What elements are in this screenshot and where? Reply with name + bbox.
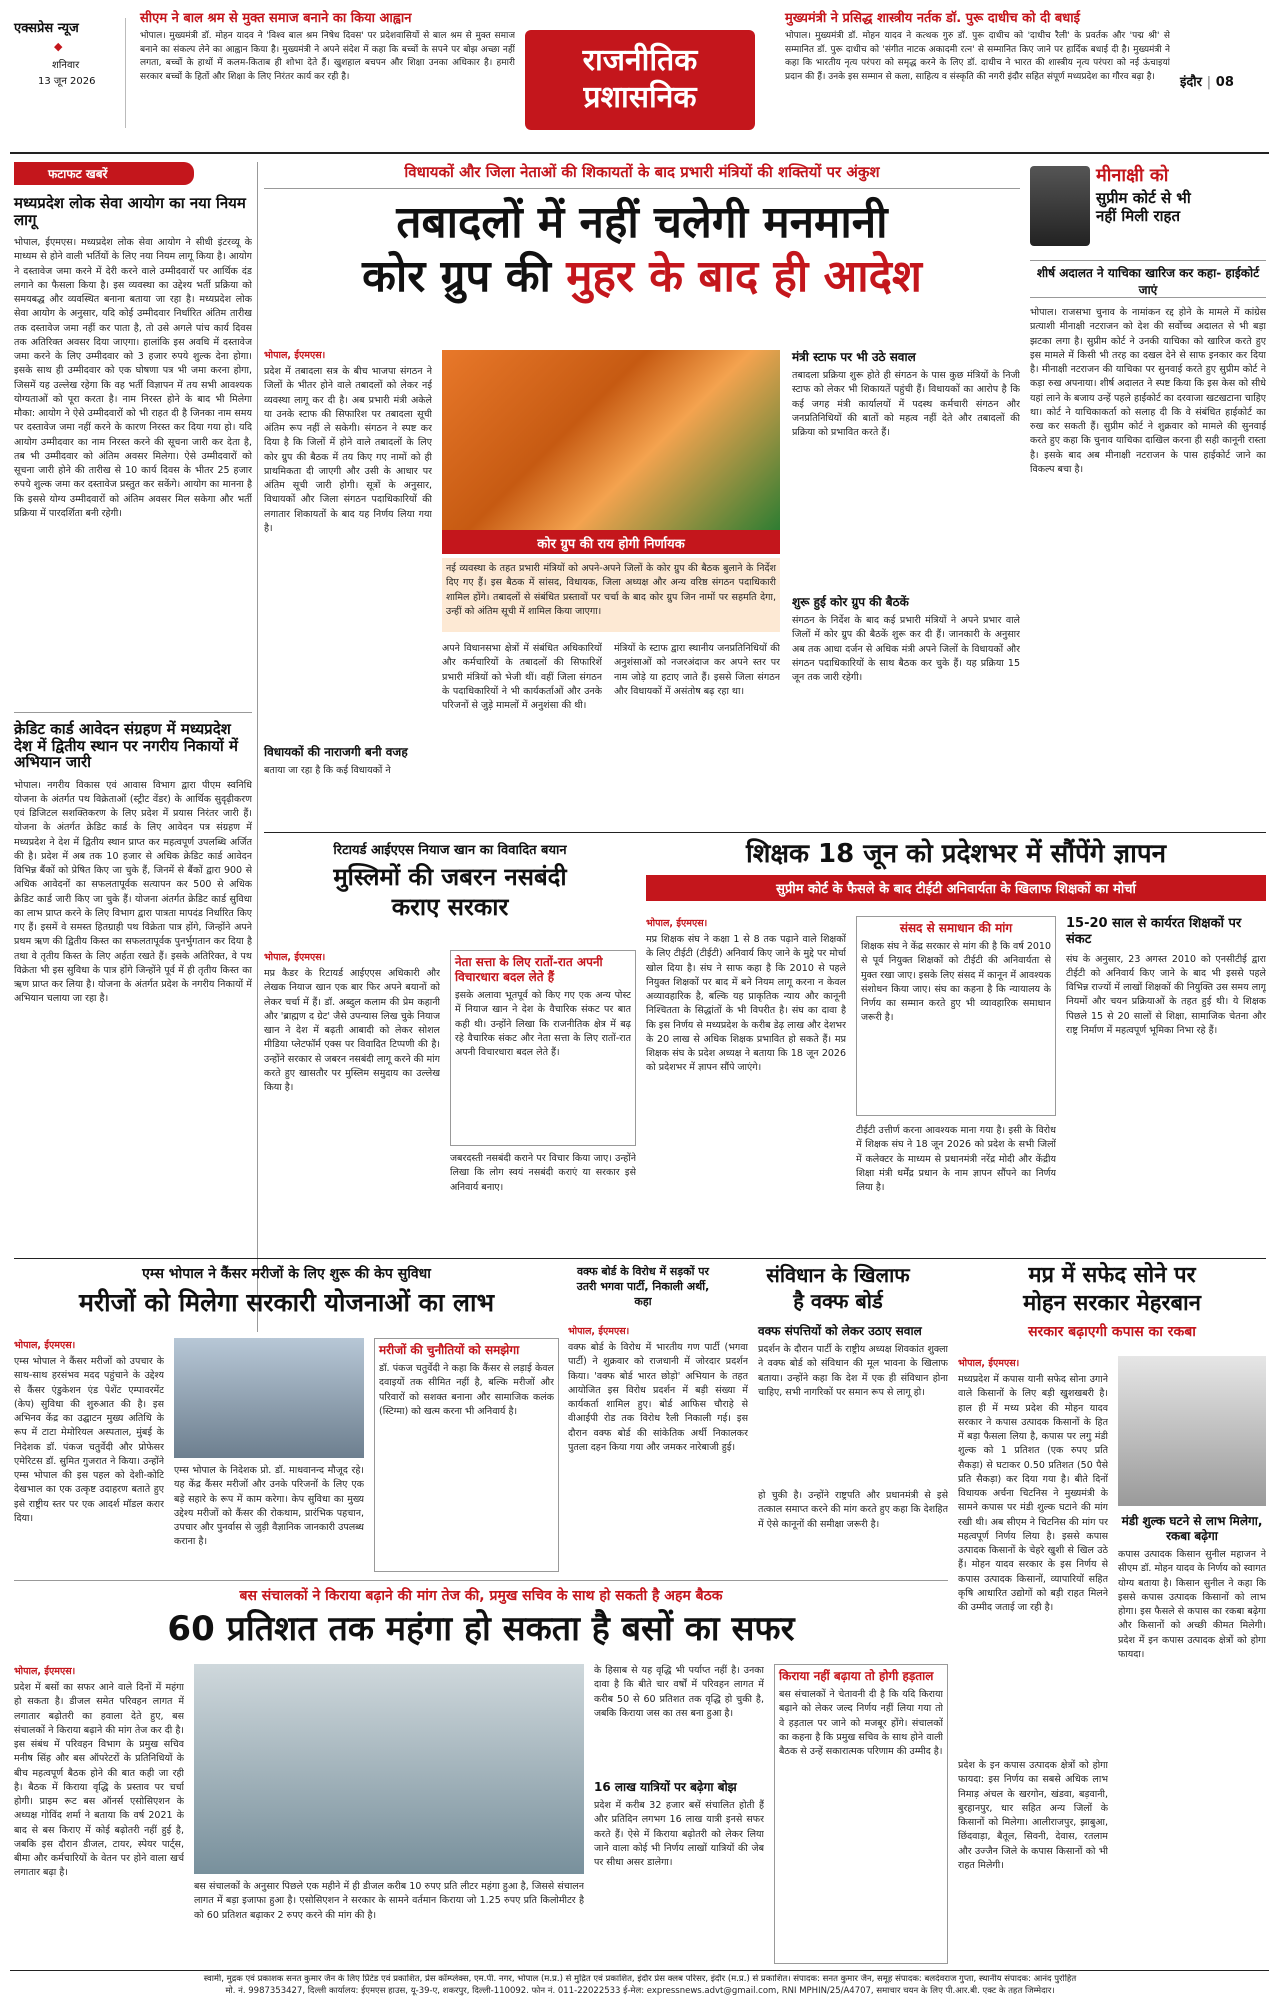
teachers-story — [646, 840, 1266, 1250]
sidebar — [14, 162, 252, 1332]
waqf-body: वक्फ बोर्ड के विरोध में भारतीय गण पार्टी (भगवा पार्टी) ने शुक्रवार को राजधानी में जोरदार प्रदर्शन किया। 'वक्फ बोर्ड भारत छोड़ो' अभियान के तहत आयोजित इस विरोध प्रदर्शन में बड़ी संख्या में कार्यकर्ता शामिल हुए। बोर्ड आफिस चौराहे से वीआईपी रोड तक विरोध रैली निकाली गई। इस दौरान वक्फ बोर्ड की सांकेतिक अर्थी निकालकर पुतला दहन किया गया और जमकर नारेबाजी हुई। — [568, 1342, 748, 1453]
sidebar-story1-title: मध्यप्रदेश लोक सेवा आयोग का नया नियम लागू — [14, 194, 246, 229]
waqf-headline-2: है वक्फ बोर्ड — [793, 1289, 883, 1313]
row2-divider — [14, 1258, 1266, 1259]
lead-right-col1-body: तबादला प्रक्रिया शुरू होते ही संगठन के पास कुछ मंत्रियों के निजी स्टाफ को लेकर भी शिकायतें पहुंची हैं। विधायकों का आरोप है कि कई जगह मंत्री कार्यालयों में पदस्थ कर्मचारी संगठन और जनप्रतिनिधियों की बातों को महत्व नहीं देते और तबादलों की प्रक्रिया को प्रभावित करते हैं। — [792, 370, 1020, 438]
lead-photo-bjp-flags — [442, 350, 780, 530]
meenakshi-title-block — [1096, 166, 1266, 225]
khan-col1 — [264, 950, 440, 1240]
waqf-box-body: प्रदर्शन के दौरान पार्टी के राष्ट्रीय अध्यक्ष शिवकांत शुक्ला ने वक्फ बोर्ड को संविधान की मूल भावना के खिलाफ बताया। उन्होंने कहा कि देश में एक ही संविधान होना चाहिए, सभी नागरिकों पर समान रूप से लागू हो। — [758, 1344, 948, 1398]
top-right-title: मुख्यमंत्री ने प्रसिद्ध शास्त्रीय नर्तक डॉ. पुरू दाधीच को दी बधाई — [785, 11, 1081, 26]
khan-box-body: इसके अलावा भूतपूर्व को किए गए एक अन्य पोस्ट में नियाज खान ने देश के वैचारिक संकट पर बात कही थी। उन्होंने लिखा कि राजनीतिक क्षेत्र में बढ़ रहे वैचारिक संकट और नेता सत्ता के लिए रातों-रात अपनी विचारधारा बदल लेते हैं। — [455, 990, 631, 1058]
teachers-headline: शिक्षक 18 जून को प्रदेशभर में सौंपेंगे ज्ञापन — [745, 839, 1167, 869]
lead-col1 — [264, 348, 432, 818]
bus-kicker: बस संचालकों ने किराया बढ़ाने की मांग तेज की, प्रमुख सचिव के साथ हो सकती है अहम बैठक — [239, 1588, 723, 1604]
waqf-box-title: वक्फ संपत्तियों को लेकर उठाए सवाल — [758, 1324, 922, 1338]
sidebar-label: फटाफट खबरें — [14, 162, 194, 185]
teachers-col1 — [646, 916, 846, 1240]
lead-col1b-body: बताया जा रहा है कि कई विधायकों ने — [264, 765, 391, 776]
cotton-box-title: मंडी शुल्क घटने से लाभ मिलेगा, रकबा बढ़ेगा — [1121, 1514, 1263, 1543]
teachers-byline: भोपाल, ईएमएस। — [646, 918, 708, 929]
waqf-kicker: वक्फ बोर्ड के विरोध में सड़कों पर उतरी भगवा पार्टी, निकाली अर्थी, कहा — [576, 1265, 710, 1308]
cotton-body-2: प्रदेश के इन कपास उत्पादक क्षेत्रों को होगा फायदा: इस निर्णय का सबसे अधिक लाभ निमाड़ अंचल के खरगोन, खंडवा, बड़वानी, बुरहानपुर, धार सहित अन्य जिलों के किसानों को मिलेगा। आलीराजपुर, झाबुआ, छिंदवाड़ा, बैतूल, सिवनी, देवास, रतलाम और उज्जैन जिले के कपास किसानों को भी राहत मिलेगी। — [958, 1760, 1108, 1871]
lead-photo-caption-bar: कोर ग्रुप की राय होगी निर्णायक — [442, 530, 780, 554]
bus-box-body: बस संचालकों ने चेतावनी दी है कि यदि किराया बढ़ाने को लेकर जल्द निर्णय नहीं लिया गया तो वे हड़ताल पर जाने को मजबूर होंगे। संचालकों का कहना है कि प्रमुख सचिव के साथ होने वाली बैठक से उन्हें सकारात्मक परिणाम की उम्मीद है। — [779, 1689, 943, 1757]
meenakshi-title-1: मीनाक्षी को — [1096, 165, 1169, 186]
lead-kicker: विधायकों और जिला नेताओं की शिकायतों के बाद प्रभारी मंत्रियों की शक्तियों पर अंकुश — [264, 162, 1020, 189]
lead-subhead-1: विधायकों की नाराजगी बनी वजह — [264, 745, 408, 759]
cotton-cm-photo — [1118, 1356, 1266, 1506]
brand-dots-icon: ◆ — [54, 40, 63, 53]
teachers-right — [1066, 916, 1266, 1240]
city-name: इंदौर — [1180, 75, 1202, 90]
teachers-deck: सुप्रीम कोर्ट के फैसले के बाद टीईटी अनिवार्यता के खिलाफ शिक्षकों का मोर्चा — [646, 875, 1266, 901]
issue-day: शनिवार — [52, 60, 80, 71]
sidebar-story2-title: क्रेडिट कार्ड आवेदन संग्रहण में मध्यप्रदेश देश में द्वितीय स्थान पर नगरीय निकायों में अभियान जारी — [14, 720, 238, 771]
top-left-body: भोपाल। मुख्यमंत्री डॉ. मोहन यादव ने 'विश्व बाल श्रम निषेध दिवस' पर प्रदेशवासियों से बाल श्रम से मुक्त समाज बनाने का संकल्प लेने का आह्वान किया है। मुख्यमंत्री ने अपने संदेश में कहा कि बच्चों के सपने पर बोझ अच्छा नहीं लगता, बच्चों के हाथों में कलम-किताब ही शोभा देते हैं। खुशहाल बचपन और शिक्षा उनका अधिकार है। हमारी सरकार बच्चों के हितों और शिक्षा के लिए निरंतर कार्य कर रही है। — [140, 31, 515, 82]
teachers-right-title: 15-20 साल से कार्यरत शिक्षकों पर संकट — [1066, 916, 1242, 948]
aiims-kicker: एम्स भोपाल ने कैंसर मरीजों के लिए शुरू की केप सुविधा — [142, 1266, 431, 1282]
footer-line-2: मो. नं. 9987353427, दिल्ली कार्यालय: ईएमएस हाउस, यू-39-ए, शकरपुर, दिल्ली-110092. फोन नं. 011-22022533 ई-मेल: expressnews.advt@gmail.com, RNI MPHIN/25/A4707, समाचार चयन के लिए पी.आर.बी. एक्ट के तहत जिम्मेदार। — [225, 1985, 1055, 1996]
cotton-col1 — [958, 1356, 1108, 1956]
lead-col2-body: अपने विधानसभा क्षेत्रों में संबंधित अधिकारियों और कर्मचारियों के तबादलों की सिफारिशें प्रभारी मंत्रियों को भेजी थीं। वहीं जिला संगठन के पदाधिकारियों ने भी कार्यकर्ताओं और उनके परिजनों से जुड़े मामलों में अनुशंसा की थी। — [442, 643, 602, 711]
bus-col3 — [594, 1664, 764, 1964]
bus-headline: 60 प्रतिशत तक महंगा हो सकता है बसों का सफर — [167, 1609, 795, 1649]
page-marker: इंदौर | 08 — [1180, 75, 1234, 90]
top-right-body: भोपाल। मुख्यमंत्री डॉ. मोहन यादव ने कत्थक गुरु डॉ. पुरू दाधीच को 'दाधीच रैली' के प्रवर्तक और 'पद्म श्री' से सम्मानित डॉ. पुरू दाधीच को 'संगीत नाटक अकादमी रत्न' से सम्मानित किए जाने पर हार्दिक बधाई दी है। मुख्यमंत्री ने कहा कि भारतीय नृत्य परंपरा को समृद्ध करने के लिए डॉ. दाधीच ने भारत की शास्त्रीय नृत्य परंपरा को नई ऊंचाइयां प्रदान की हैं। उनके इस सम्मान से कला, साहित्य व संस्कृति की नगरी इंदौर सहित संपूर्ण मध्यप्रदेश का गौरव बढ़ा है। — [785, 31, 1170, 82]
khan-body-2: जबरदस्ती नसबंदी कराने पर विचार किया जाए। उन्होंने लिखा कि लोग स्वयं नसबंदी कराएं या सरकार इसे अनिवार्य बनाए। — [450, 1153, 636, 1193]
cotton-box — [1118, 1514, 1266, 1954]
aiims-col1 — [14, 1338, 164, 1572]
khan-box-title: नेता सत्ता के लिए रातों-रात अपनी विचारधारा बदल लेते हैं — [455, 955, 603, 984]
lead-col3-body: मंत्रियों के स्टाफ द्वारा स्थानीय जनप्रतिनिधियों की अनुशंसाओं को नजरअंदाज कर अपने स्तर पर नाम जोड़े या हटाए जाते हैं। इससे जिला संगठन और विधायकों में असंतोष बढ़ रहा था। — [614, 643, 780, 697]
row1-divider — [264, 832, 1266, 833]
cotton-headline-1: मप्र में सफेद सोने पर — [1028, 1263, 1196, 1288]
waqf-col1 — [568, 1324, 748, 1572]
footer-divider — [10, 1970, 1269, 1971]
lead-headline-2b: मुहर के बाद ही आदेश — [566, 251, 922, 303]
teachers-right-body: संघ के अनुसार, 23 अगस्त 2010 को एनसीटीई द्वारा टीईटी को अनिवार्य किए जाने के बाद भी इससे पहले विभिन्न राज्यों में लाखों शिक्षकों की नियुक्ति उस समय लागू नियमों और चयन प्रक्रियाओं के तहत हुई थी। ये शिक्षक पिछले 15 से 20 सालों से शिक्षा, सामाजिक चेतना और राष्ट्र निर्माण में महत्वपूर्ण भूमिका निभा रहे हैं। — [1066, 953, 1266, 1036]
aiims-headline: मरीजों को मिलेगा सरकारी योजनाओं का लाभ — [78, 1288, 495, 1317]
cotton-body: मध्यप्रदेश में कपास यानी सफेद सोना उगाने वाले किसानों के लिए बड़ी खुशखबरी है। हाल ही में मध्य प्रदेश की मोहन यादव सरकार ने कपास उत्पादक किसानों के हित में बड़ा फैसला लिया है, कपास पर लगु मंडी शुल्क को 1 प्रतिशत (एक रुपए प्रति सैकड़ा) से घटाकर 0.50 प्रतिशत (50 पैसे प्रति सैकड़ा) कर दिया गया है। बीते दिनों विधायक अर्चना चिटनिस ने मुख्यमंत्री के सामने कपास पर मंडी शुल्क घटाने की मांग रखी थी। अब सीएम ने चिटनिस की मांग पर महत्वपूर्ण निर्णय लिया है। इससे कपास उत्पादक किसानों के चेहरे खुशी से खिल उठे हैं। मोहन यादव सरकार के इस निर्णय से कपास उत्पादक किसानों, व्यापारियों सहित कृषि आधारित उद्योगों को बड़ी राहत मिलने की उम्मीद जताई जा रही है। — [958, 1374, 1108, 1613]
top-right-story — [785, 12, 1170, 132]
bus-story — [14, 1586, 948, 1966]
khan-story — [264, 840, 636, 1250]
lead-right-subhead-2: शुरू हुई कोर ग्रुप की बैठकें — [792, 595, 909, 609]
masthead-divider — [10, 152, 1269, 154]
cotton-headline-2: मोहन सरकार मेहरबान — [1023, 1291, 1201, 1317]
bus-col3b-body: प्रदेश में करीब 32 हजार बसें संचालित होती हैं और प्रतिदिन लगभग 16 लाख यात्री इनसे सफर करते हैं। ऐसे में किराया बढ़ोतरी को लेकर लिया जाने वाला कोई भी निर्णय लाखों यात्रियों की जेब पर सीधा असर डालेगा। — [594, 1800, 764, 1868]
lead-headline-2 — [264, 253, 1020, 301]
waqf-byline: भोपाल, ईएमएस। — [568, 1326, 630, 1337]
issue-date: 13 जून 2026 — [38, 76, 96, 87]
meenakshi-title-3: नहीं मिली राहत — [1096, 207, 1181, 226]
teachers-box-title: संसद से समाधान की मांग — [899, 921, 1013, 935]
bus-subhead-2: 16 लाख यात्रियों पर बढ़ेगा बोझ — [594, 1780, 737, 1794]
teachers-box-body: शिक्षक संघ ने केंद्र सरकार से मांग की है कि वर्ष 2010 से पूर्व नियुक्त शिक्षकों को टीईटी की अनिवार्यता से मुक्त रखा जाए। इसके लिए संसद में कानून में आवश्यक संशोधन किया जाए। संघ का कहना है कि न्यायालय के निर्णय का सम्मान करते हुए भी व्यावहारिक समाधान जरूरी है। — [861, 941, 1051, 1024]
waqf-right — [758, 1324, 948, 1572]
sidebar-divider — [257, 162, 258, 1332]
top-left-story — [140, 12, 515, 120]
bus-box-title: किराया नहीं बढ़ाया तो होगी हड़ताल — [779, 1669, 934, 1683]
aiims-box-title: मरीजों की चुनौतियों को समझेगा — [379, 1343, 520, 1357]
cotton-deck: सरकार बढ़ाएगी कपास का रकबा — [1028, 1324, 1196, 1341]
lead-right-subhead-1: मंत्री स्टाफ पर भी उठे सवाल — [792, 350, 916, 364]
brand-block — [14, 18, 126, 128]
footer — [14, 1974, 1266, 2004]
teachers-box — [856, 916, 1056, 1116]
aiims-byline: भोपाल, ईएमएस। — [14, 1340, 76, 1351]
masthead — [0, 0, 1279, 152]
aiims-story — [14, 1264, 559, 1574]
aiims-box — [374, 1338, 559, 1572]
bus-col1 — [14, 1664, 184, 1964]
meenakshi-body: भोपाल। राजसभा चुनाव के नामांकन रद्द होने के मामले में कांग्रेस प्रत्याशी मीनाक्षी नटराजन को देश की सर्वोच्च अदालत से भी बड़ा झटका लगा है। सुप्रीम कोर्ट ने उनकी याचिका को खारिज करते हुए इस मामले में किसी भी तरह का दखल देने से साफ इनकार कर दिया है। मीनाक्षी नटराजन की याचिका पर सुनवाई करते हुए सुप्रीम कोर्ट ने कड़ा रुख अपनाया। शीर्ष अदालत ने स्पष्ट किया कि इस केस को सीधे यहां लाने के बजाय उन्हें पहले हाईकोर्ट का दरवाजा खटखटाना चाहिए था। कोर्ट ने याचिकाकर्ता को सलाह दी कि वे संबंधित हाईकोर्ट का रुख कर सकती हैं। सुप्रीम कोर्ट ने शुक्रवार को मामले की सुनवाई करते हुए कहा कि चुनाव याचिका दाखिल करना ही सही कानूनी रास्ता है। इसके बाद अब मीनाक्षी नटराजन के पास हाईकोर्ट जाने का विकल्प बचा है। — [1030, 307, 1266, 475]
lead-headline-2a: कोर ग्रुप की — [362, 251, 567, 303]
khan-byline: भोपाल, ईएमएस। — [264, 952, 326, 963]
page-number: 08 — [1215, 75, 1234, 90]
teachers-body-2: टीईटी उत्तीर्ण करना आवश्यक माना गया है। इसी के विरोध में शिक्षक संघ ने 18 जून 2026 को प्रदेश के सभी जिलों में कलेक्टर के माध्यम से प्रधानमंत्री नरेंद्र मोदी और केंद्रीय शिक्षा मंत्री धर्मेंद्र प्रधान के नाम ज्ञापन सौंपने का निर्णय लिया है। — [856, 1125, 1056, 1193]
khan-box — [450, 950, 636, 1146]
khan-headline-2: कराए सरकार — [391, 893, 509, 922]
waqf-body-2: हो चुकी है। उन्होंने राष्ट्रपति और प्रधानमंत्री से इसे तत्काल समाप्त करने की मांग करते हुए कहा कि देशहित में ऐसे कानूनों की समीक्षा जरूरी है। — [758, 1490, 948, 1530]
lead-col1-body: प्रदेश में तबादला सत्र के बीच भाजपा संगठन ने जिलों के भीतर होने वाले तबादलों को लेकर नई व्यवस्था लागू कर दी है। अब प्रभारी मंत्री अकेले या उनके स्टाफ की सिफारिश पर तबादला सूची अंतिम रूप नहीं ले सकेगी। संगठन ने स्पष्ट कर दिया है कि जिलों में होने वाले तबादलों के लिए कोर ग्रुप की बैठक में तय किए गए नामों को ही प्राथमिकता दी जाएगी और उसी के आधार पर अंतिम सूची जारी होगी। सूत्रों के अनुसार, विधायकों और जिला संगठन पदाधिकारियों की लगातार शिकायतों के बाद यह निर्णय लिया गया है। — [264, 366, 432, 534]
footer-line-1: स्वामी, मुद्रक एवं प्रकाशक सनत कुमार जैन के लिए प्रिंटेड एवं प्रकाशित, प्रेस कॉम्प्लेक्स, एम.पी. नगर, भोपाल (म.प्र.) से मुद्रित एवं प्रकाशित, इंदौर प्रेस क्लब परिसर, इंदौर (म.प्र.) से प्रकाशित। संपादक: सनत कुमार जैन, समूह संपादक: बलदेवराज गुप्ता, स्थानीय संपादक: आनंद पुरोहित — [203, 1974, 1077, 1984]
lead-headline-1: तबादलों में नहीं चलेगी मनमानी — [396, 197, 888, 248]
bus-body-2: बस संचालकों के अनुसार पिछले एक महीने में ही डीजल करीब 10 रुपए प्रति लीटर महंगा हुआ है, जिससे संचालन लागत में बड़ा इजाफा हुआ है। एसोसिएशन ने सरकार के सामने वर्तमान किराया जो 1.25 रुपए प्रति किलोमीटर है को 60 प्रतिशत बढ़ाकर 2 रुपए करने की मांग की है। — [194, 1881, 584, 1921]
cotton-story — [958, 1264, 1266, 1964]
khan-headline-1: मुस्लिमों की जबरन नसबंदी — [333, 863, 567, 891]
aiims-photo — [174, 1338, 364, 1458]
lead-byline: भोपाल, ईएमएस। — [264, 350, 326, 361]
lead-photo-caption-text: नई व्यवस्था के तहत प्रभारी मंत्रियों को अपने-अपने जिलों के कोर ग्रुप की बैठक बुलाने के निर्देश दिए गए हैं। इस बैठक में सांसद, विधायक, जिला अध्यक्ष और अन्य वरिष्ठ संगठन पदाधिकारी शामिल होंगे। तबादलों से संबंधित प्रस्तावों पर चर्चा के बाद कोर ग्रुप जिन नामों पर सहमति देगा, उन्हीं को अंतिम सूची में शामिल किया जाएगा। — [442, 558, 780, 632]
meenakshi-title-2: सुप्रीम कोर्ट से भी — [1096, 188, 1191, 207]
aiims-body-2: एम्स भोपाल के निदेशक प्रो. डॉ. माधवानन्द मौजूद रहे। यह केंद्र कैंसर मरीजों और उनके परिजनों के लिए एक बड़े सहारे के रूप में काम करेगा। केप सुविधा का मुख्य उद्देश्य मरीजों को कैंसर की रोकथाम, प्रारंभिक पहचान, उपचार और पुनर्वास से जुड़ी वैज्ञानिक जानकारी उपलब्ध कराना है। — [174, 1465, 364, 1548]
khan-kicker: रिटायर्ड आईएएस नियाज खान का विवादित बयान — [333, 843, 567, 858]
sidebar-story1-body: भोपाल, ईएमएस। मध्यप्रदेश लोक सेवा आयोग ने सीधी इंटरव्यू के माध्यम से होने वाली भर्तियों के लिए नया नियम लागू किया है। आयोग ने दस्तावेज जमा करने में देरी करने वाले उम्मीदवारों पर आर्थिक दंड लगाने का फैसला किया है। इस व्यवस्था का उद्देश्य भर्ती प्रक्रिया को समयबद्ध और व्यवस्थित बनाना बताया जा रहा है। मध्यप्रदेश लोक सेवा आयोग के अनुसार, यदि कोई उम्मीदवार निर्धारित अंतिम तारीख तक दस्तावेज जमा नहीं कर पाता है, तो उसे अगले पांच कार्य दिवस तक अतिरिक्त अवसर दिया जाएगा। हालांकि इस अवधि में दस्तावेज जमा करने के लिए उम्मीदवार को 3 हजार रुपये शुल्क देना होगा। इसके साथ ही उम्मीदवार को एक घोषणा पत्र भी जमा करना होगा, जिसमें यह उल्लेख रहेगा कि वह भर्ती विज्ञापन में तय सभी आवश्यक योग्यताओं को पूरा करता है। नाम निरस्त होने के बाद भी मिलेगा मौका: आयोग ने ऐसे उम्मीदवारों को भी राहत दी है जिनका नाम समय पर दस्तावेज जमा नहीं करने के कारण निरस्त कर दिया गया हो। यदि आयोग उम्मीदवार का नाम निरस्त करने की सूचना जारी कर देता है, तब भी उम्मीदवार को अंतिम अवसर मिलेगा। ऐसे उम्मीदवारों को सूचना जारी होने की तारीख से 10 कार्य दिवस के भीतर 25 हजार रुपये शुल्क जमा कर दस्तावेज प्रस्तुत कर सकेंगे। आयोग का मानना है कि इससे योग्य उम्मीदवारों को अंतिम अवसर मिल सकेगा और भर्ती प्रक्रिया में पारदर्शिता बनी रहेगी। — [14, 237, 252, 519]
sidebar-story2-body: भोपाल। नगरीय विकास एवं आवास विभाग द्वारा पीएम स्वनिधि योजना के अंतर्गत पथ विक्रेताओं (स्ट्रीट वेंडर) के आर्थिक सुदृढ़ीकरण एवं डिजिटल सशक्तिकरण के लिए प्रदेश में प्रयास निरंतर जारी हैं। योजना के अंतर्गत क्रेडिट कार्ड के लिए आवेदन पत्र संग्रहण में मध्यप्रदेश ने देश में द्वितीय स्थान प्राप्त कर महत्वपूर्ण उपलब्धि अर्जित की है। प्रदेश में अब तक 10 हजार से अधिक क्रेडिट कार्ड आवेदन विभिन्न बैंकों को प्रेषित किए जा चुके हैं, जिनमें से बैंकों द्वारा 900 से अधिक आवेदनों का सफलतापूर्वक सत्यापन कर 500 से अधिक क्रेडिट कार्ड जारी किए जा चुके हैं। योजना अंतर्गत क्रेडिट कार्ड सुविधा का लाभ प्राप्त करने के लिए विभाग द्वारा पात्रता मापदंड निर्धारित किए गए हैं। इसमें वे समस्त हितग्राही पथ विक्रेता पात्र होंगे, जिन्होंने अपने प्रथम ऋण की द्वितीय किस्त का सफलतापूर्वक पुनर्भुगतान कर दिया है तथा वे तृतीय किस्त के लिए अर्हता रखते हैं। इसके अतिरिक्त, वे पथ विक्रेता भी इस सुविधा के पात्र होंगे जिन्होंने पूर्व में ही तृतीय किस्त का ऋण प्राप्त कर लिया है। योजना के अंतर्गत प्रदेश के नगरीय निकायों में अभियान चलाया जा रहा है। — [14, 779, 252, 1005]
section-name-1: राजनीतिक — [582, 43, 698, 78]
khan-body: मप्र कैडर के रिटायर्ड आईएएस अधिकारी और लेखक नियाज खान एक बार फिर अपने बयानों को लेकर चर्चा में हैं। डॉ. अब्दुल कलाम की प्रेम कहानी और 'ब्राह्मण द ग्रेट' जैसे उपन्यास लिख चुके नियाज खान ने देश में बढ़ती आबादी को लेकर सोशल मीडिया प्लेटफॉर्म एक्स पर विवादित टिप्पणी की है। उन्होंने सरकार से जबरन नसबंदी लागू करने की मांग करते हुए खासतौर पर मुस्लिम समुदाय का उल्लेख किया है। — [264, 968, 440, 1093]
section-name-2: प्रशासनिक — [583, 80, 697, 115]
bus-photo — [194, 1664, 584, 1874]
section-banner — [525, 30, 755, 130]
brand-name: एक्सप्रेस न्यूज — [14, 21, 79, 36]
bus-col3-body: के हिसाब से यह वृद्धि भी पर्याप्त नहीं है। उनका दावा है कि बीते चार वर्षों में परिवहन लागत में करीब 50 से 60 प्रतिशत तक वृद्धि हो चुकी है, जबकि किराया जस का तस बना हुआ है। — [594, 1665, 764, 1719]
lead-right-column — [792, 350, 1020, 822]
cotton-byline: भोपाल, ईएमएस। — [958, 1358, 1020, 1369]
lead-right-col2-body: संगठन के निर्देश के बाद कई प्रभारी मंत्रियों ने अपने प्रभार वाले जिलों में कोर ग्रुप की बैठकें शुरू कर दी हैं। जानकारी के अनुसार अब तक आधा दर्जन से अधिक मंत्री अपने जिलों के विधायकों और संगठन पदाधिकारियों के साथ बैठक कर चुके हैं। यह प्रक्रिया 15 जून तक जारी रहेगी। — [792, 615, 1020, 683]
bus-byline: भोपाल, ईएमएस। — [14, 1666, 76, 1677]
top-left-title: सीएम ने बाल श्रम से मुक्त समाज बनाने का किया आह्वान — [140, 11, 412, 26]
teachers-body: मप्र शिक्षक संघ ने कक्षा 1 से 8 तक पढ़ाने वाले शिक्षकों के लिए टीईटी (टीईटी) अनिवार्य किए जाने के मुद्दे पर मोर्चा खोल दिया है। संघ ने साफ कहा है कि 2010 से पहले नियुक्त शिक्षकों पर बाद में बने नियम लागू करना न केवल अव्यावहारिक है, बल्कि यह प्राकृतिक न्याय और कानूनी निश्चितता के सिद्धांतों के भी विपरीत है। संघ का दावा है कि इस निर्णय से मध्यप्रदेश के करीब डेढ़ लाख और देशभर के 20 लाख से अधिक शिक्षक प्रभावित हो सकते हैं। मप्र शिक्षक संघ के प्रदेश अध्यक्ष ने बताया कि 18 जून 2026 को प्रदेशभर में ज्ञापन सौंपे जाएंगे। — [646, 934, 846, 1074]
meenakshi-portrait — [1030, 166, 1090, 246]
waqf-story — [568, 1264, 948, 1574]
aiims-body: एम्स भोपाल ने कैंसर मरीजों को उपचार के साथ-साथ हरसंभव मदद पहुंचाने के उद्देश्य से कैंसर एंडुकेशन एंड पेशेंट एम्पावरमेंट (केप) सुविधा की शुरुआत की है। इस अभिनव केंद्र का उद्घाटन मुख्य अतिथि के रूप में टाटा मेमोरियल अस्पताल, मुंबई के निदेशक डॉ. पंकज चतुर्वेदी और प्रोफेसर एमेरिटस डॉ. सुमित गुजरात ने किया। उन्होंने एम्स भोपाल की इस पहल को देशी-कोटि देखभाल का एक उत्कृष्ट उदाहरण बताते हुए इसे राष्ट्रीय स्तर पर एक आदर्श मॉडल करार दिया। — [14, 1356, 164, 1524]
meenakshi-deck: शीर्ष अदालत ने याचिका खारिज कर कहा- हाईकोर्ट जाएं — [1030, 260, 1266, 298]
bus-body: प्रदेश में बसों का सफर आने वाले दिनों में महंगा हो सकता है। डीजल समेत परिवहन लागत में लगातार बढ़ोतरी का हवाला देते हुए, बस संचालकों ने किराया बढ़ाने की मांग तेज कर दी है। इस संबंध में परिवहन विभाग के प्रमुख सचिव मनीष सिंह और बस ऑपरेटरों के प्रतिनिधियों के बीच महत्वपूर्ण बैठक होने की बात कही जा रही है। बैठक में किराया वृद्धि के प्रस्ताव पर चर्चा होगी। प्राइम रूट बस ऑनर्स एसोसिएशन के अध्यक्ष गोविंद शर्मा ने बताया कि वर्ष 2021 के बाद से बस किराए में कोई बढ़ोतरी नहीं हुई है, जबकि इस दौरान डीजल, टायर, स्पेयर पार्ट्स, बीमा और कर्मचारियों के वेतन पर होने वाला खर्च लगातार बढ़ा है। — [14, 1682, 184, 1879]
row3-divider — [14, 1580, 948, 1581]
waqf-headline-1: संविधान के खिलाफ — [766, 1263, 910, 1287]
bus-box — [774, 1664, 948, 1964]
aiims-box-body: डॉ. पंकज चतुर्वेदी ने कहा कि कैंसर से लड़ाई केवल दवाइयों तक सीमित नहीं है, बल्कि मरीजों और परिवारों को सशक्त बनाना और सामाजिक कलंक (स्टिग्मा) को खत्म करना भी अनिवार्य है। — [379, 1363, 554, 1417]
cotton-box-body: कपास उत्पादक किसान सुनील महाजन ने सीएम डॉ. मोहन यादव के निर्णय को स्वागत योग्य बताया है। किसान सुनील ने कहा कि इससे कपास उत्पादक किसानों को लाभ होगा। इस फैसले से कपास का रकबा बढ़ेगा और किसानों को अच्छी कीमत मिलेगी। प्रदेश में इन कपास उत्पादक क्षेत्रों को होगा फायदा। — [1118, 1549, 1266, 1660]
